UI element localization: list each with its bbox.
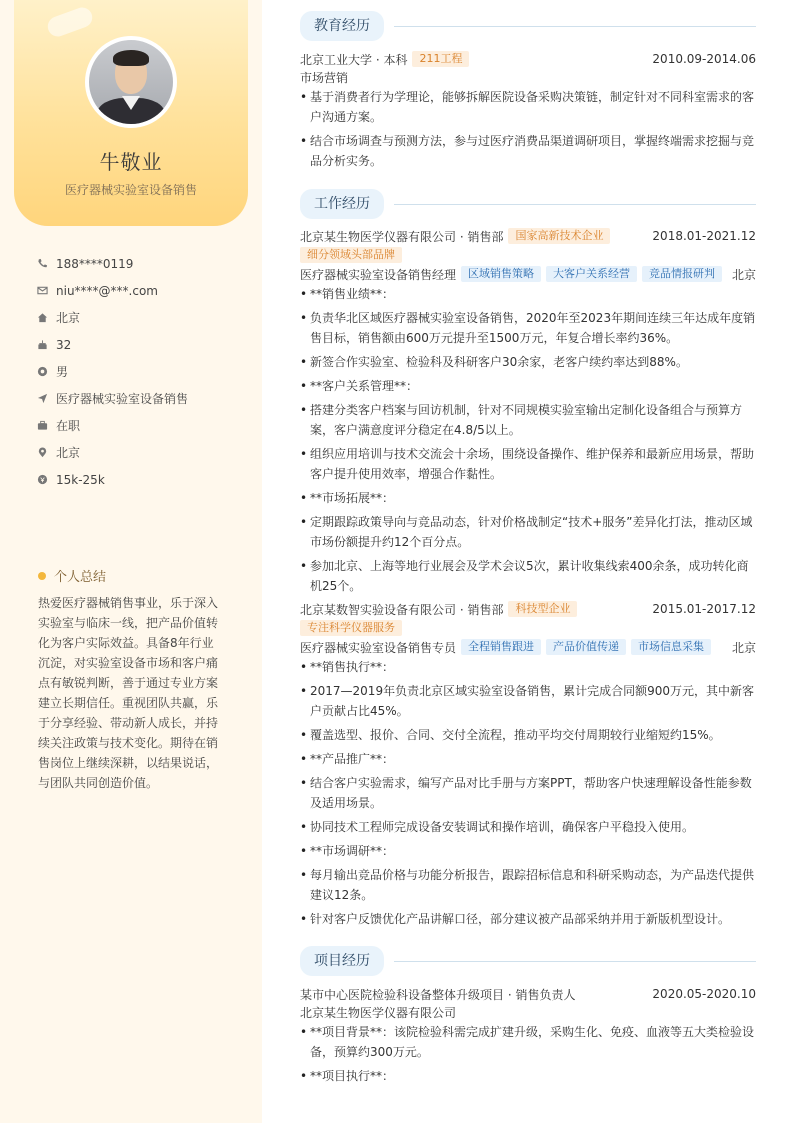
info-hometown <box>36 304 246 331</box>
hometown-text: 北京 <box>56 311 81 325</box>
school-tag: 211工程 <box>412 51 469 67</box>
major: 市场营销 <box>300 71 349 85</box>
list-item: • **销售执行**： <box>300 657 756 677</box>
gender-text: 男 <box>56 365 69 379</box>
list-item: • **市场拓展**： <box>300 488 756 508</box>
section-title: 工作经历 <box>300 189 384 219</box>
company-tag: 科技型企业 <box>508 601 577 617</box>
list-item: • **项目背景**：该院检验科需完成扩建升级，采购生化、免疫、血液等五大类检验设备，预算约300万元。 <box>300 1022 756 1062</box>
profile-title: 医疗器械实验室设备销售 <box>64 183 197 197</box>
list-item: • **市场调研**： <box>300 841 756 861</box>
target-city-text: 北京 <box>56 446 81 460</box>
briefcase-icon <box>36 420 48 432</box>
list-item: • 组织应用培训与技术交流会十余场，围绕设备操作、维护保养和最新应用场景，帮助客户提升使用效率，增强合作黏性。 <box>300 444 756 484</box>
project-name: 某市中心医院检验科设备整体升级项目 · 销售负责人 <box>300 987 576 1002</box>
info-target-city <box>36 439 246 466</box>
phone-icon <box>36 258 48 270</box>
skill-tag: 产品价值传递 <box>546 639 626 655</box>
info-status <box>36 412 246 439</box>
education-bullets <box>300 87 756 171</box>
list-item: • 协同技术工程师完成设备安装调试和操作培训，确保客户平稳投入使用。 <box>300 817 756 837</box>
work-date: 2018.01-2021.12 <box>652 229 756 243</box>
project-entry <box>300 984 756 1090</box>
age-text: 32 <box>56 337 72 352</box>
email-text: niu****@***.com <box>56 283 158 298</box>
list-item: • 参加北京、上海等地行业展会及学术会议5次，累计收集线索400余条，成功转化商机25个。 <box>300 556 756 596</box>
company-name: 北京某数智实验设备有限公司 · 销售部 <box>300 602 504 617</box>
info-gender <box>36 358 246 385</box>
list-item: • **客户关系管理**： <box>300 376 756 396</box>
work-city: 北京 <box>731 267 756 282</box>
section-education <box>300 11 756 41</box>
project-bullets <box>300 1022 756 1086</box>
list-item: • 2017—2019年负责北京区域实验室设备销售，累计完成合同额900万元，其中新客户贡献占比45%。 <box>300 681 756 721</box>
list-item: • 搭建分类客户档案与回访机制，针对不同规模实验室输出定制化设备组合与预算方案，客户满意度评分稳定在4.8/5以上。 <box>300 400 756 440</box>
gender-icon <box>36 366 48 378</box>
work-date: 2015.01-2017.12 <box>652 602 756 616</box>
list-item: • 结合市场调查与预测方法，参与过医疗消费品渠道调研项目，掌握终端需求挖掘与竞品分析实务。 <box>300 131 756 171</box>
education-entry <box>300 49 756 175</box>
divider <box>394 204 756 205</box>
project-date: 2020.05-2020.10 <box>652 987 756 1001</box>
work-city: 北京 <box>731 640 756 655</box>
divider <box>394 961 756 962</box>
section-title: 教育经历 <box>300 11 384 41</box>
list-item: • 针对客户反馈优化产品讲解口径，部分建议被产品部采纳并用于新版机型设计。 <box>300 909 756 929</box>
summary-text: 热爱医疗器械销售事业，乐于深入实验室与临床一线，把产品价值转化为客户实际效益。具备8年行业沉淀，对实验室设备市场和客户痛点有敏锐判断，善于通过专业方案建立长期信任。重视团队共赢，乐于分享经验、带动新人成长，并持续关注政策与技术变化。期待在销售岗位上继续深耕，以结果说话，与团队共同创造价值。 <box>38 596 219 790</box>
list-item: • 定期跟踪政策导向与竞品动态，针对价格战制定“技术+服务”差异化打法，推动区域市场份额提升约12个百分点。 <box>300 512 756 552</box>
sidebar <box>0 0 262 1123</box>
company-tag-secondary: 专注科学仪器服务 <box>300 620 402 636</box>
phone-text: 188****0119 <box>56 256 134 271</box>
send-icon <box>36 393 48 405</box>
salary-text: 15k-25k <box>56 472 105 487</box>
list-item: • 结合客户实验需求，编写产品对比手册与方案PPT，帮助客户快速理解设备性能参数及适用场景。 <box>300 773 756 813</box>
info-salary <box>36 466 246 493</box>
home-icon <box>36 312 48 324</box>
skill-tag: 大客户关系经营 <box>546 266 637 282</box>
salary-icon <box>36 474 48 486</box>
project-company: 北京某生物医学仪器有限公司 <box>300 1006 457 1020</box>
section-work <box>300 189 756 219</box>
decorative-shape <box>45 5 95 40</box>
skill-tag: 竞品情报研判 <box>642 266 722 282</box>
section-title: 项目经历 <box>300 946 384 976</box>
work-entry-1 <box>300 226 756 600</box>
summary-heading-text: 个人总结 <box>54 570 107 585</box>
mail-icon <box>36 285 48 297</box>
list-item: • 每月输出竞品价格与功能分析报告，跟踪招标信息和科研采购动态，为产品迭代提供建议12条。 <box>300 865 756 905</box>
list-item: • 新签合作实验室、检验科及科研客户30余家，老客户续约率达到88%。 <box>300 352 756 372</box>
bullet-dot-icon <box>38 572 46 580</box>
summary-heading <box>38 566 106 585</box>
list-item: • 基于消费者行为学理论，能够拆解医院设备采购决策链，制定针对不同科室需求的客户沟通方案。 <box>300 87 756 127</box>
company-tag: 国家高新技术企业 <box>508 228 610 244</box>
work-entry-2 <box>300 599 756 933</box>
divider <box>394 26 756 27</box>
info-age <box>36 331 246 358</box>
profile-name: 牛敬业 <box>99 150 163 174</box>
target-position-text: 医疗器械实验室设备销售 <box>56 392 189 406</box>
location-pin-icon <box>36 447 48 459</box>
school-name: 北京工业大学 · 本科 <box>300 52 408 67</box>
info-email <box>36 277 246 304</box>
company-tag-secondary: 细分领域头部品牌 <box>300 247 402 263</box>
section-projects <box>300 946 756 976</box>
list-item: • **产品推广**： <box>300 749 756 769</box>
avatar <box>85 36 177 128</box>
status-text: 在职 <box>56 419 81 433</box>
skill-tag: 区域销售策略 <box>461 266 541 282</box>
skill-tag: 全程销售跟进 <box>461 639 541 655</box>
list-item: • 覆盖选型、报价、合同、交付全流程，推动平均交付周期较行业缩短约15%。 <box>300 725 756 745</box>
list-item: • 负责华北区域医疗器械实验室设备销售，2020年至2023年期间连续三年达成年度销售目标，销售额由600万元提升至1500万元，年复合增长率约36%。 <box>300 308 756 348</box>
education-date: 2010.09-2014.06 <box>652 52 756 66</box>
role-name: 医疗器械实验室设备销售经理 <box>300 267 457 282</box>
work-bullets <box>300 657 756 929</box>
company-name: 北京某生物医学仪器有限公司 · 销售部 <box>300 229 504 244</box>
contact-info-list <box>36 250 246 493</box>
cake-icon <box>36 339 48 351</box>
info-phone <box>36 250 246 277</box>
role-name: 医疗器械实验室设备销售专员 <box>300 640 457 655</box>
list-item: • **销售业绩**： <box>300 284 756 304</box>
list-item: • **项目执行**： <box>300 1066 756 1086</box>
skill-tag: 市场信息采集 <box>631 639 711 655</box>
info-target-position <box>36 385 246 412</box>
work-bullets <box>300 284 756 596</box>
